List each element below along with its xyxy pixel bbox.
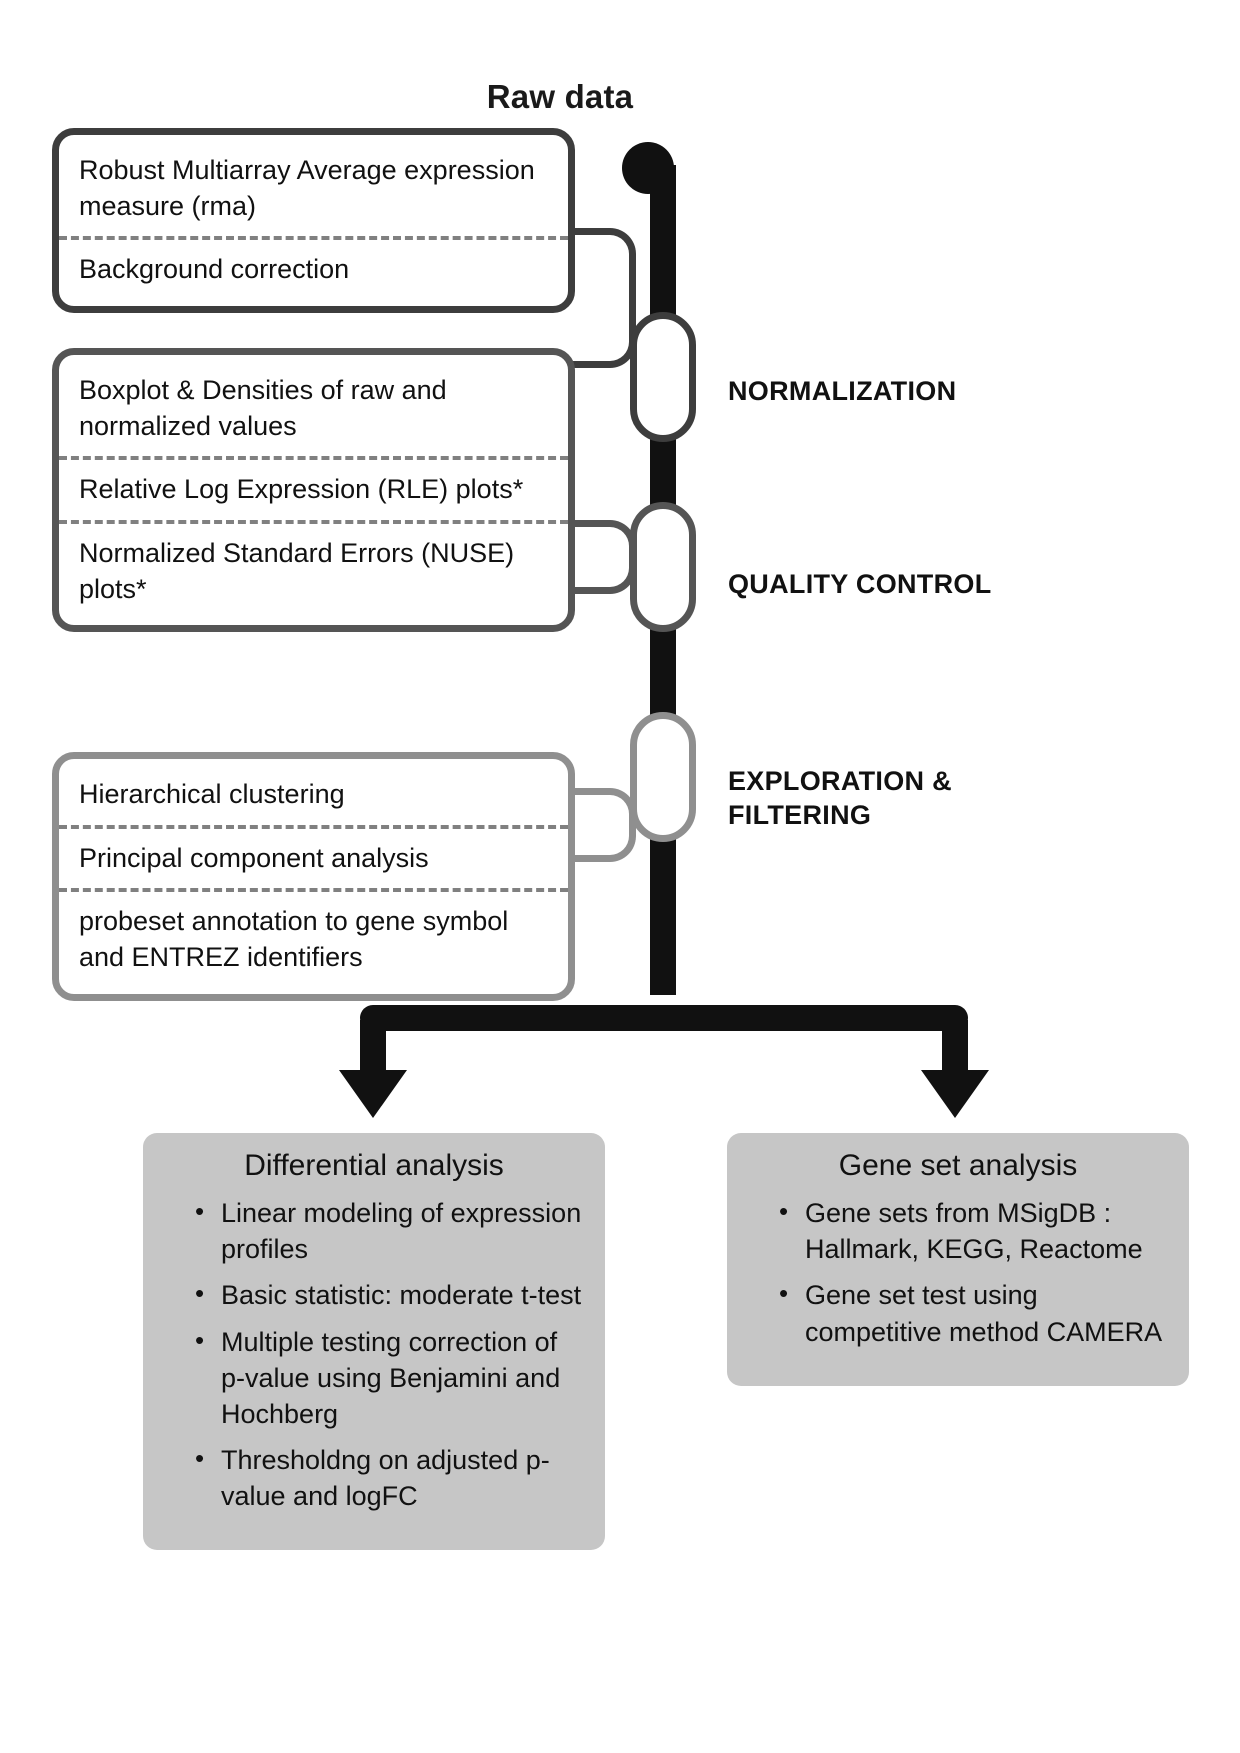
- stage-item: Background correction: [59, 236, 568, 300]
- stage-label-quality-control: QUALITY CONTROL: [728, 569, 992, 599]
- list-item: • Gene set test using competitive method CAMERA: [779, 1277, 1167, 1349]
- output-panel-differential-analysis: [143, 1133, 605, 1550]
- stage-box-exploration: [52, 752, 575, 1001]
- flow-fork-leg-right: [942, 1020, 968, 1076]
- stage-node-quality-control: [630, 502, 696, 632]
- flow-fork-bar: [360, 1005, 968, 1031]
- panel-title: Gene set analysis: [838, 1149, 1078, 1182]
- list-item: • Linear modeling of expression profiles: [195, 1195, 583, 1267]
- stage-label-normalization: NORMALIZATION: [728, 376, 957, 406]
- list-item: • Basic statistic: moderate t-test: [195, 1277, 583, 1313]
- panel-title: Differential analysis: [244, 1149, 504, 1182]
- bullet-list: [165, 1195, 583, 1514]
- connector-exploration: [572, 788, 636, 862]
- stage-label-exploration: EXPLORATION & FILTERING: [728, 766, 952, 830]
- stage-item: Normalized Standard Errors (NUSE) plots*: [59, 520, 568, 619]
- stage-item: probeset annotation to gene symbol and ENTREZ identifiers: [59, 888, 568, 987]
- connector-quality-control: [572, 520, 636, 594]
- arrow-down-icon-left: [339, 1070, 407, 1118]
- stage-item: Relative Log Expression (RLE) plots*: [59, 456, 568, 520]
- bullet-list: [749, 1195, 1167, 1350]
- flow-fork-leg-left: [360, 1020, 386, 1076]
- stage-node-exploration: [630, 712, 696, 842]
- stage-box-normalization: [52, 128, 575, 313]
- stage-item: Robust Multiarray Average expression measure (rma): [79, 155, 535, 221]
- stage-node-normalization: [630, 312, 696, 442]
- stage-item: Hierarchical clustering: [79, 779, 345, 809]
- arrow-down-icon-right: [921, 1070, 989, 1118]
- stage-box-quality-control: [52, 348, 575, 632]
- connector-normalization: [572, 228, 636, 368]
- list-item: • Multiple testing correction of p-value using Benjamini and Hochberg: [195, 1324, 583, 1433]
- stage-item: Principal component analysis: [59, 825, 568, 889]
- list-item: • Gene sets from MSigDB : Hallmark, KEGG, Reactome: [779, 1195, 1167, 1267]
- output-panel-gene-set-analysis: [727, 1133, 1189, 1386]
- list-item: • Thresholdng on adjusted p-value and logFC: [195, 1442, 583, 1514]
- stage-item: Boxplot & Densities of raw and normalized values: [79, 375, 447, 441]
- page-title: Raw data: [486, 78, 634, 115]
